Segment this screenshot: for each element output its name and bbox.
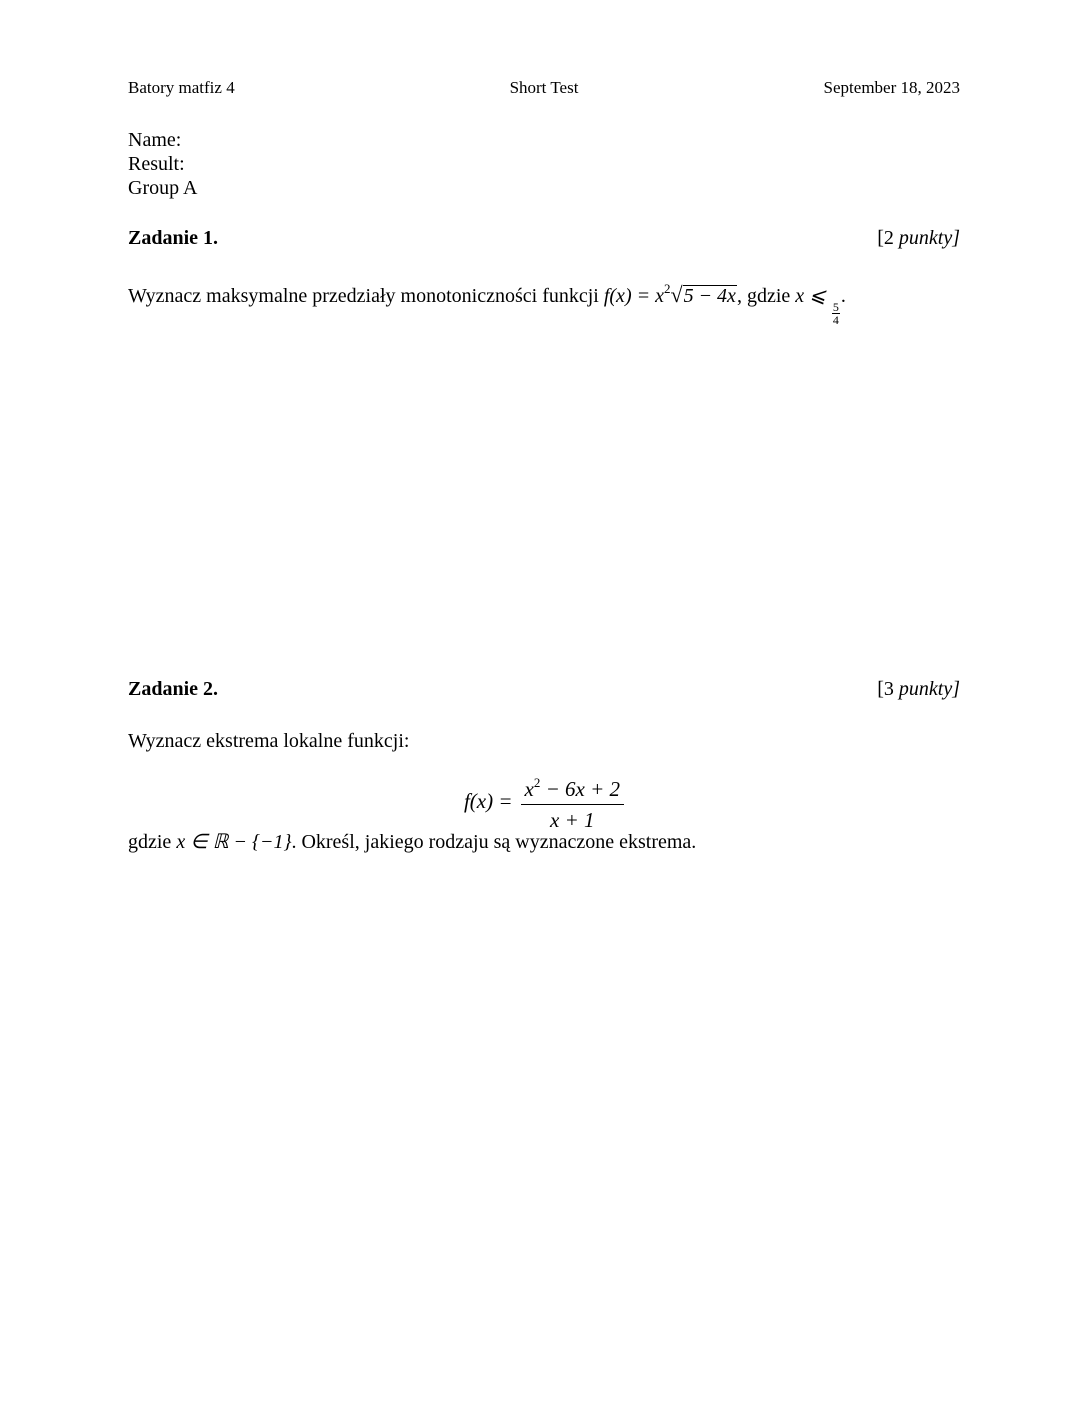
task-1-formula-lhs: f(x) = x <box>603 285 664 307</box>
task-2-fraction <box>521 772 625 831</box>
sqrt-sign-icon: √ <box>670 282 683 307</box>
task-2-points <box>877 678 960 701</box>
task-1-text-after: . <box>840 285 846 307</box>
header-title: Short Test <box>509 78 579 97</box>
task-2-numerator-base: x <box>524 777 534 801</box>
task-2-title: Zadanie 2. <box>128 678 219 700</box>
task-1-formula-exp: 2 <box>663 281 671 296</box>
group-label: Group A <box>128 177 198 199</box>
task-2-domain-statement <box>128 828 696 856</box>
task-2-intro: Wyznacz ekstrema lokalne funkcji: <box>128 730 410 752</box>
task-1-points-number: [2 <box>877 227 894 249</box>
task-1-statement <box>128 275 846 326</box>
task-1-text-middle: , gdzie <box>736 285 796 307</box>
task-2-domain-suffix: . Określ, jakiego rodzaju są wyznaczone ekstrema. <box>291 831 697 853</box>
task-2-domain-prefix: gdzie <box>128 831 177 853</box>
task-1-title: Zadanie 1. <box>128 227 219 249</box>
task-1-points <box>877 227 960 250</box>
header-course: Batory matfiz 4 <box>128 78 235 97</box>
task-2-display-equation <box>0 772 1088 831</box>
task-2-denominator: x + 1 <box>550 808 595 832</box>
task-1-formula-sqrt: 5 − 4x <box>683 285 736 307</box>
task-1-points-word: punkty] <box>898 227 960 249</box>
task-1-condition-den: 4 <box>832 313 839 327</box>
name-label: Name: <box>128 129 182 151</box>
task-2-numerator-rest: − 6x + 2 <box>540 777 621 801</box>
task-1-text-before: Wyznacz maksymalne przedziały monotoniczności funkcji <box>128 285 604 307</box>
task-2-domain-math: x ∈ ℝ − {−1} <box>176 831 292 853</box>
task-2-numerator <box>521 772 625 805</box>
task-2-formula-lhs: f(x) = <box>463 789 513 813</box>
task-2-points-word: punkty] <box>898 678 960 700</box>
task-1-condition-fraction <box>832 301 840 326</box>
result-label: Result: <box>128 153 185 175</box>
task-1-condition-num: 5 <box>832 300 839 314</box>
header-date: September 18, 2023 <box>823 78 960 97</box>
task-1-condition: x ⩽ <box>795 285 831 307</box>
task-2-points-number: [3 <box>877 678 894 700</box>
task-2-numerator-exp: 2 <box>533 775 541 790</box>
